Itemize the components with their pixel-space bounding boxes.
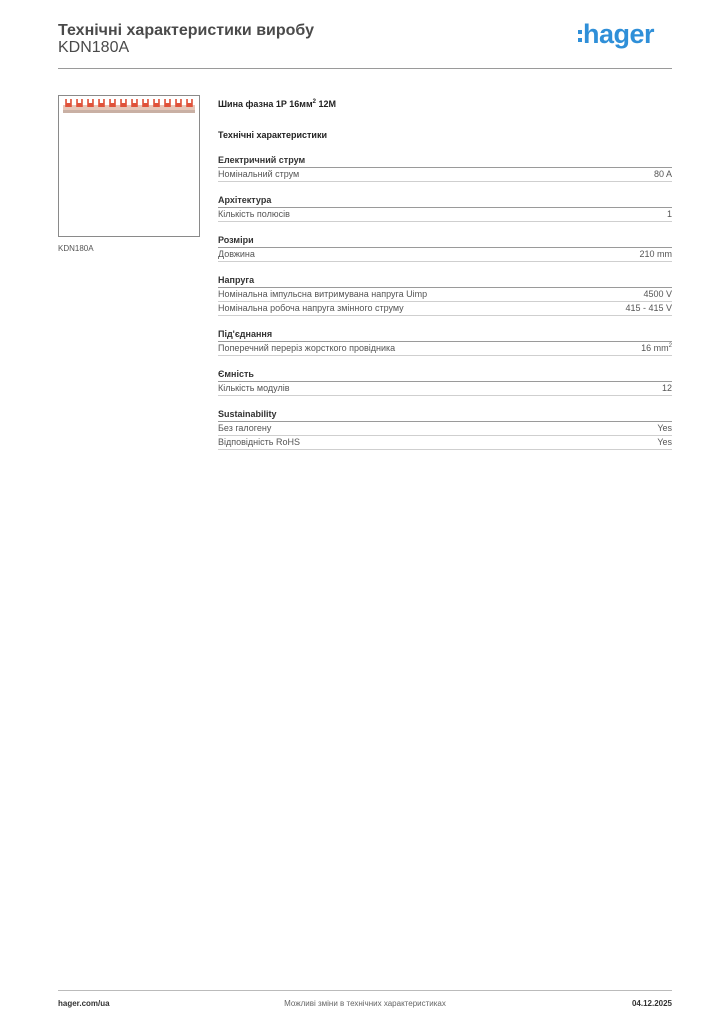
spec-section — [218, 274, 672, 316]
busbar-comb-icon — [59, 96, 199, 236]
product-name: Шина фазна 1P $16мм^2$ 12M — [218, 99, 336, 109]
logo-text: hager — [582, 19, 654, 49]
spec-value: 80 A — [653, 169, 672, 179]
busbar-pin — [175, 99, 182, 107]
spec-section — [218, 328, 672, 356]
busbar-pin — [65, 99, 72, 107]
spec-value: Yes — [657, 423, 672, 433]
spec-label: Кількість полюсів — [218, 209, 290, 219]
spec-sections — [218, 154, 672, 450]
footer-note: Можливі зміни в технічних характеристиках — [284, 999, 446, 1008]
busbar-pin — [87, 99, 94, 107]
spec-row — [218, 168, 672, 182]
spec-value: 210 mm — [639, 249, 672, 259]
document-title: Технічні характеристики виробу — [58, 22, 314, 39]
spec-label: Поперечний переріз жорсткого провідника — [218, 343, 396, 353]
section-title: Напруга — [218, 274, 672, 288]
spec-section — [218, 234, 672, 262]
spec-value: 1 — [666, 209, 672, 219]
spec-row — [218, 382, 672, 396]
footer-website: hager.com/ua — [58, 999, 110, 1008]
spec-row — [218, 436, 672, 450]
section-title: Архітектура — [218, 194, 672, 208]
section-title: Sustainability — [218, 408, 672, 422]
busbar-pin — [131, 99, 138, 107]
busbar-pin — [76, 99, 83, 107]
busbar-pin — [186, 99, 193, 107]
spec-row — [218, 302, 672, 316]
spec-section — [218, 154, 672, 182]
spec-row — [218, 288, 672, 302]
spec-value: 16 $mm^2$ — [641, 343, 672, 353]
spec-section — [218, 194, 672, 222]
spec-value: Yes — [657, 437, 672, 447]
spec-label: Довжина — [218, 249, 255, 259]
specs-heading: Технічні характеристики — [218, 130, 327, 140]
spec-section — [218, 408, 672, 450]
section-title: Розміри — [218, 234, 672, 248]
section-title: Під'єднання — [218, 328, 672, 342]
hager-logo — [578, 20, 654, 48]
busbar-pin — [109, 99, 116, 107]
footer-date: 04.12.2025 — [631, 999, 672, 1008]
product-code: KDN180A — [58, 39, 130, 56]
product-image-caption: KDN180A — [58, 244, 94, 253]
spec-section — [218, 368, 672, 396]
section-title: Ємність — [218, 368, 672, 382]
specifications-panel — [218, 96, 672, 450]
section-title: Електричний струм — [218, 154, 672, 168]
spec-label: Відповідність RoHS — [218, 437, 300, 447]
logo-dots-icon — [578, 30, 582, 42]
spec-label: Без галогену — [218, 423, 272, 433]
spec-value: 4500 V — [643, 289, 672, 299]
spec-label: Номінальна імпульсна витримувана напруга Uimp — [218, 289, 428, 299]
page-footer — [58, 990, 672, 1008]
spec-label: Номінальна робоча напруга змінного струму — [218, 303, 404, 313]
page-header — [58, 19, 672, 69]
spec-row — [218, 422, 672, 436]
spec-value: 415 - 415 V — [625, 303, 672, 313]
busbar-pin — [142, 99, 149, 107]
busbar-pin — [164, 99, 171, 107]
busbar-pin — [120, 99, 127, 107]
product-image — [58, 95, 200, 237]
spec-row — [218, 208, 672, 222]
spec-row — [218, 248, 672, 262]
spec-label: Кількість модулів — [218, 383, 290, 393]
busbar-pin — [98, 99, 105, 107]
spec-row — [218, 342, 672, 356]
spec-value: 12 — [661, 383, 672, 393]
spec-label: Номінальний струм — [218, 169, 300, 179]
busbar-pin — [153, 99, 160, 107]
